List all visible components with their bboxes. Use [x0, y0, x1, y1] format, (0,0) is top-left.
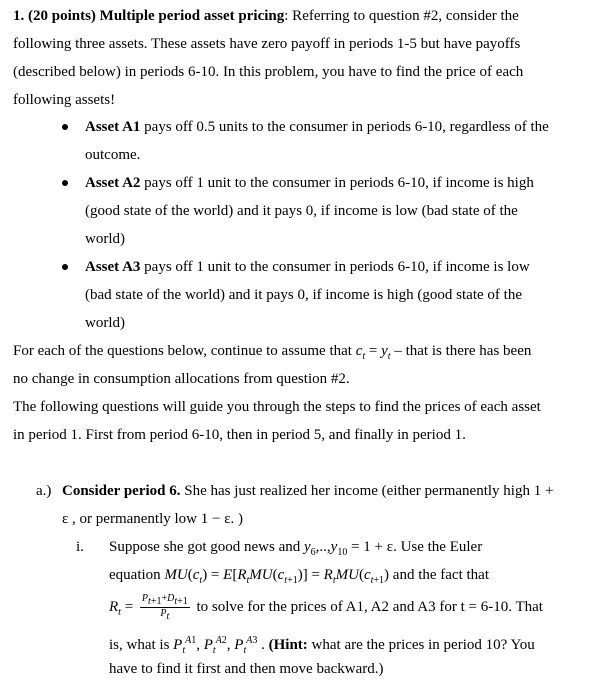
question-intro-line-1	[13, 6, 519, 26]
para1-text-b: – that is there has been	[390, 343, 532, 359]
asset-a3-line-3: world)	[85, 315, 125, 331]
asset-a1-line-2: outcome.	[85, 147, 141, 163]
math-prices: $P_t^{A1}$, $P_t^{A2}$, $P_t^{A3}$ .	[173, 635, 269, 656]
sub-i-text-b: . Use the Euler	[393, 539, 483, 555]
question-intro-line-2: following three assets. These assets have zero payoff in periods 1-5 but have payoffs	[13, 36, 521, 52]
sub-i-text-d: and the fact that	[389, 567, 489, 583]
asset-a3-line-2: (bad state of the world) and it pays 0, if income is high (good state of the	[85, 287, 522, 303]
asset-a3-line-1	[85, 257, 530, 277]
question-intro-text: : Referring to question #2, consider the	[284, 8, 519, 24]
para2-line-2: in period 1. First from period 6-10, then in period 5, and finally in period 1.	[13, 427, 466, 443]
sub-i-text-g: what are the prices in period 10? You	[307, 637, 535, 653]
question-title: 1. (20 points) Multiple period asset pricing	[13, 8, 285, 24]
part-a-line-1	[62, 481, 553, 501]
sub-i-line-2	[109, 565, 489, 591]
part-a-line-2: ε , or permanently low 1 − ε. )	[62, 511, 244, 527]
math-return-formula: $R_t$ = $\frac{P_{t+1}+D_{t+1}}{P_t}$	[109, 593, 188, 622]
math-y6-y10: $y_6,..,y_{10} = 1 + \varepsilon$	[304, 539, 394, 558]
math-ct-eq-yt: $c_t = y_t$	[355, 343, 391, 362]
sub-i-text-e: to solve for the prices of A1, A2 and A3 for t = 6-10. That	[192, 598, 543, 615]
asset-a2-line-3: world)	[85, 231, 125, 247]
asset-a3-name: Asset A3	[85, 259, 141, 275]
math-euler-equation: $MU(c_t) = E[R_tMU(c_{t+1})] = R_tMU(c_{t+1})$	[164, 567, 390, 586]
question-intro-line-3: (described below) in periods 6-10. In this problem, you have to find the price of each	[13, 64, 524, 80]
asset-a2-text: pays off 1 unit to the consumer in periods 6-10, if income is high	[140, 175, 534, 191]
part-a-text: She has just realized her income (either permanently high 1 +	[180, 483, 554, 499]
sub-i-line-5: have to find it first and then move backward.)	[109, 661, 384, 677]
part-a-label: a.)	[36, 483, 52, 499]
asset-a2-name: Asset A2	[85, 175, 141, 191]
asset-a1-line-1	[85, 117, 549, 137]
sub-i-line-4	[109, 631, 535, 661]
sub-i-text-f: is, what is	[109, 637, 174, 653]
bullet-icon	[62, 124, 68, 130]
sub-i-text-a: Suppose she got good news and	[109, 539, 304, 555]
question-intro-line-4: following assets!	[13, 92, 116, 108]
para1-line-1	[13, 341, 531, 367]
sub-i-line-3	[109, 593, 543, 626]
part-a-heading: Consider period 6.	[62, 483, 181, 499]
para1-line-2: no change in consumption allocations from question #2.	[13, 371, 350, 387]
asset-a1-text: pays off 0.5 units to the consumer in periods 6-10, regardless of the	[140, 119, 549, 135]
hint-label: (Hint:	[268, 637, 308, 653]
para2-line-1: The following questions will guide you through the steps to find the prices of each asset	[13, 399, 541, 415]
sub-i-line-1	[109, 537, 482, 563]
asset-a2-line-2: (good state of the world) and it pays 0, if income is low (bad state of the	[85, 203, 518, 219]
return-fraction: $\frac{P_{t+1}+D_{t+1}}{P_t}$	[141, 593, 188, 622]
para1-text-a: For each of the questions below, continue to assume that	[13, 343, 356, 359]
asset-a1-name: Asset A1	[85, 119, 141, 135]
bullet-icon	[62, 180, 68, 186]
bullet-icon	[62, 264, 68, 270]
asset-a2-line-1	[85, 173, 534, 193]
asset-a3-text: pays off 1 unit to the consumer in periods 6-10, if income is low	[140, 259, 530, 275]
sub-i-label: i.	[76, 539, 84, 555]
sub-i-text-c: equation	[109, 567, 165, 583]
